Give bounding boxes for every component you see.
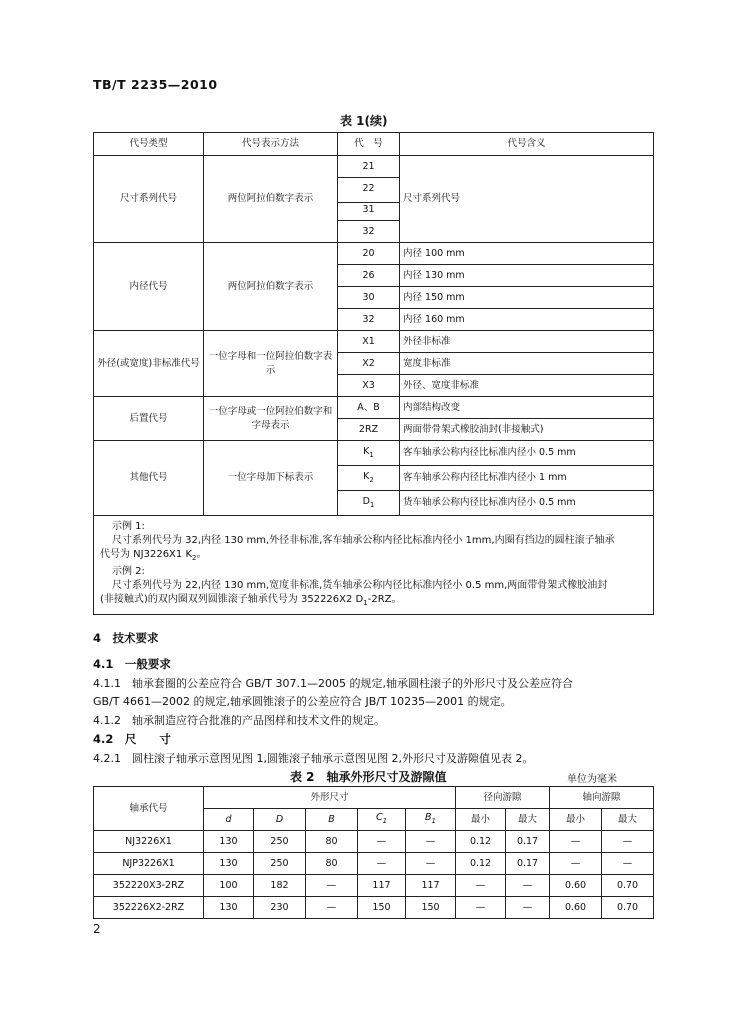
code-cell: 22 [338, 178, 400, 200]
section-4-2-heading: 4.2 尺 寸 [93, 732, 171, 746]
method-other: 一位字母加下标表示 [204, 441, 338, 516]
code-cell: 21 [338, 156, 400, 178]
section-4-1-heading: 4.1 一般要求 [93, 657, 171, 671]
meaning-cell: 货车轴承公称内径比标准内径小 0.5 mm [400, 491, 654, 516]
code-cell: 32 [338, 309, 400, 331]
meaning-cell: 内径 130 mm [400, 265, 654, 287]
col-header-code: 代 号 [338, 133, 400, 156]
code-cell: X1 [338, 331, 400, 353]
code-table [93, 132, 654, 615]
meaning-cell: 外径、宽度非标准 [400, 375, 654, 397]
meaning-cell: 外径非标准 [400, 331, 654, 353]
code-cell: 30 [338, 287, 400, 309]
document-id: TB/T 2235—2010 [93, 77, 218, 92]
code-cell: $K_2$ [338, 466, 400, 491]
table-row: NJ3226X1 130 250 80 — — 0.12 0.17 — — [94, 831, 654, 853]
meaning-cell: 宽度非标准 [400, 353, 654, 375]
example1-title: 示例 1: [112, 521, 145, 532]
code-cell: X2 [338, 353, 400, 375]
subheader-C1: $C_1$ [358, 809, 406, 831]
code-divider [338, 202, 399, 203]
example2-title: 示例 2: [112, 566, 145, 577]
clause-4-1-2: 4.1.2 轴承制造应符合批准的产品图样和技术文件的规定。 [93, 714, 385, 727]
code-cell: A、B [338, 397, 400, 419]
code-cell: X3 [338, 375, 400, 397]
clause-4-1-1-line1: 4.1.1 轴承套圈的公差应符合 GB/T 307.1—2005 的规定,轴承圆柱滚子的外形尺寸及公差应符合 [93, 677, 573, 690]
meaning-size: 尺寸系列代号 [400, 156, 654, 243]
meaning-cell: 客车轴承公称内径比标准内径小 1 mm [400, 466, 654, 491]
clause-4-1-1-line2: GB/T 4661—2002 的规定,轴承圆锥滚子的公差应符合 JB/T 10235—2001 的规定。 [93, 695, 512, 708]
meaning-cell: 客车轴承公称内径比标准内径小 0.5 mm [400, 441, 654, 466]
type-bore: 内径代号 [94, 243, 204, 331]
table2-unit: 单位为毫米 [567, 774, 617, 785]
subheader-B1: $B_1$ [406, 809, 456, 831]
header-model: 轴承代号 [94, 787, 204, 831]
meaning-cell: 两面带骨架式橡胶油封(非接触式) [400, 419, 654, 441]
method-size: 两位阿拉伯数字表示 [204, 156, 338, 243]
example2-line2: (非接触式)的双内圈双列圆锥滚子轴承代号为 352226X2 $D_1-2RZ$。 [100, 594, 402, 607]
meaning-cell: 内径 160 mm [400, 309, 654, 331]
type-size: 尺寸系列代号 [94, 156, 204, 243]
subheader-radial-min: 最小 [456, 809, 506, 831]
bearing-dimension-table [93, 786, 654, 919]
subheader-radial-max: 最大 [506, 809, 550, 831]
code-cell: 31 [338, 199, 400, 221]
col-header-method: 代号表示方法 [204, 133, 338, 156]
code-cell: 20 [338, 243, 400, 265]
page-number: 2 [93, 922, 101, 936]
subheader-axial-max: 最大 [602, 809, 654, 831]
code-cell: 2RZ [338, 419, 400, 441]
type-outer: 外径(或宽度)非标准代号 [94, 331, 204, 397]
table-row: 352226X2-2RZ 130 230 — 150 150 — — 0.60 0.70 [94, 897, 654, 919]
table1-caption: 表 1(续) [340, 114, 388, 128]
method-bore: 两位阿拉伯数字表示 [204, 243, 338, 331]
table2-caption: 表 2 轴承外形尺寸及游隙值 [290, 770, 447, 784]
examples-cell [94, 516, 654, 615]
col-header-type: 代号类型 [94, 133, 204, 156]
meaning-cell: 内部结构改变 [400, 397, 654, 419]
code-cell: 32 [338, 221, 400, 243]
method-outer: 一位字母和一位阿拉伯数字表示 [204, 331, 338, 397]
header-dims: 外形尺寸 [204, 787, 456, 809]
example1-line1: 尺寸系列代号为 32,内径 130 mm,外径非标准,客车轴承公称内径比标准内径小 1mm,内圈有挡边的圆柱滚子轴承 [112, 535, 615, 546]
code-cell: $D_1$ [338, 491, 400, 516]
example1-line2: 代号为 NJ3226X1 $K_2$。 [100, 549, 207, 562]
clause-4-2-1: 4.2.1 圆柱滚子轴承示意图见图 1,圆锥滚子轴承示意图见图 2,外形尺寸及游隙值见表 2。 [93, 752, 534, 765]
table-row: NJP3226X1 130 250 80 — — 0.12 0.17 — — [94, 853, 654, 875]
col-header-meaning: 代号含义 [400, 133, 654, 156]
code-cell: $K_1$ [338, 441, 400, 466]
subheader-D: D [254, 809, 306, 831]
subheader-B: B [306, 809, 358, 831]
header-axial: 轴向游隙 [550, 787, 654, 809]
subheader-d: d [204, 809, 254, 831]
method-suffix: 一位字母或一位阿拉伯数字和字母表示 [204, 397, 338, 441]
meaning-cell: 内径 100 mm [400, 243, 654, 265]
meaning-cell: 内径 150 mm [400, 287, 654, 309]
code-cell: 26 [338, 265, 400, 287]
header-radial: 径向游隙 [456, 787, 550, 809]
type-other: 其他代号 [94, 441, 204, 516]
example2-line1: 尺寸系列代号为 22,内径 130 mm,宽度非标准,货车轴承公称内径比标准内径小 0.5 mm,两面带骨架式橡胶油封 [112, 580, 608, 591]
section-4-heading: 4 技术要求 [93, 631, 159, 645]
type-suffix: 后置代号 [94, 397, 204, 441]
subheader-axial-min: 最小 [550, 809, 602, 831]
table-row: 352220X3-2RZ 100 182 — 117 117 — — 0.60 0.70 [94, 875, 654, 897]
